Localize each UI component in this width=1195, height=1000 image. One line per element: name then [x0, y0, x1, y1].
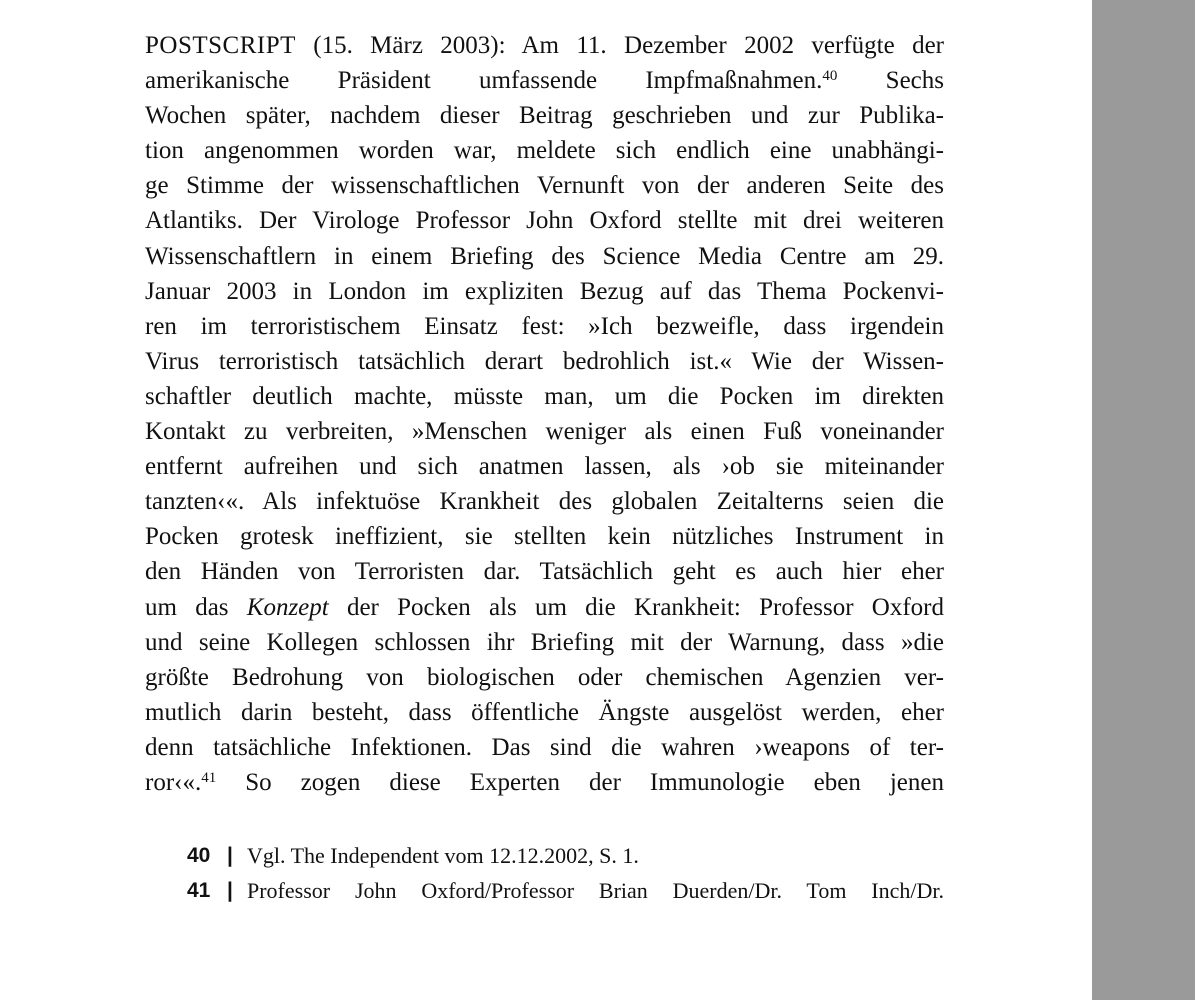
text-line-13: entfernt aufreihen und sich anatmen lassen, als ›ob sie miteinander: [145, 453, 944, 481]
text-line-16: den Händen von Terroristen dar. Tatsächlich geht es auch hier eher: [145, 558, 944, 586]
gray-side-panel: [1092, 0, 1195, 1000]
footnote-number: 40: [187, 844, 211, 867]
text-line-22-start: ror‹«.: [145, 768, 202, 796]
text-line-22: [145, 765, 944, 800]
text-line-17-rest: der Pocken als um die Krankheit: Professor Oxford: [328, 593, 944, 621]
footnote-ref-40: 40: [822, 68, 838, 85]
text-line-10: Virus terroristisch tatsächlich derart bedrohlich ist.« Wie der Wissen-: [145, 347, 944, 375]
footnote-separator: |: [227, 844, 233, 867]
text-line-1: [145, 28, 944, 63]
footnote-40: [145, 838, 944, 873]
footnote-separator: |: [227, 879, 233, 902]
text-line-7: Wissenschaftlern in einem Briefing des Science Media Centre am 29.: [145, 242, 944, 270]
text-line-3: Wochen später, nachdem dieser Beitrag geschrieben und zur Publika-: [145, 102, 944, 130]
text-line-5: ge Stimme der wissenschaftlichen Vernunft von der anderen Seite des: [145, 172, 944, 200]
text-line-2-rest: Sechs: [837, 67, 945, 95]
emphasis-konzept: Konzept: [246, 593, 329, 621]
postscript-label: POSTSCRIPT: [145, 32, 296, 59]
text-line-2: [145, 63, 944, 98]
text-line-4: tion angenommen worden war, meldete sich endlich eine unabhängi-: [145, 137, 944, 165]
text-line-6: Atlantiks. Der Virologe Professor John Oxford stellte mit drei weiteren: [145, 207, 944, 235]
text-line-2-start: amerikanische Präsident umfassende Impfmaßnahmen.: [145, 67, 823, 95]
text-line-17-start: um das: [145, 593, 247, 621]
text-line-8: Januar 2003 in London im expliziten Bezug auf das Thema Pockenvi-: [145, 277, 944, 305]
text-line-17: [145, 590, 944, 625]
text-line-20: mutlich darin besteht, dass öffentliche Ängste ausgelöst werden, eher: [145, 698, 944, 726]
text-line-21: denn tatsächliche Infektionen. Das sind die wahren ›weapons of ter-: [145, 733, 944, 761]
text-line-9: ren im terroristischem Einsatz fest: »Ich bezweifle, dass irgendein: [145, 312, 944, 340]
footnotes: [145, 838, 944, 908]
text-line-22-rest: So zogen diese Experten der Immunologie eben jenen: [216, 768, 944, 796]
text-line-12: Kontakt zu verbreiten, »Menschen weniger als einen Fuß voneinander: [145, 418, 944, 446]
footnote-41: [145, 873, 944, 908]
text-line-15: Pocken grotesk ineffizient, sie stellten kein nützliches Instrument in: [145, 523, 944, 551]
text-line-19: größte Bedrohung von biologischen oder chemischen Agenzien ver-: [145, 663, 944, 691]
body-paragraph: [145, 28, 944, 800]
text-line-11: schaftler deutlich machte, müsste man, um die Pocken im direkten: [145, 382, 944, 410]
text-line-14: tanzten‹«. Als infektuöse Krankheit des globalen Zeitalterns seien die: [145, 488, 944, 516]
footnote-number: 41: [187, 879, 211, 902]
footnote-ref-41: 41: [201, 769, 217, 786]
text-line-1-rest: (15. März 2003): Am 11. Dezember 2002 verfügte der: [295, 32, 944, 59]
text-line-18: und seine Kollegen schlossen ihr Briefing mit der Warnung, dass »die: [145, 628, 944, 656]
footnote-text: Professor John Oxford/Professor Brian Duerden/Dr. Tom Inch/Dr.: [247, 878, 944, 903]
footnote-text: Vgl. The Independent vom 12.12.2002, S. 1.: [247, 843, 639, 868]
